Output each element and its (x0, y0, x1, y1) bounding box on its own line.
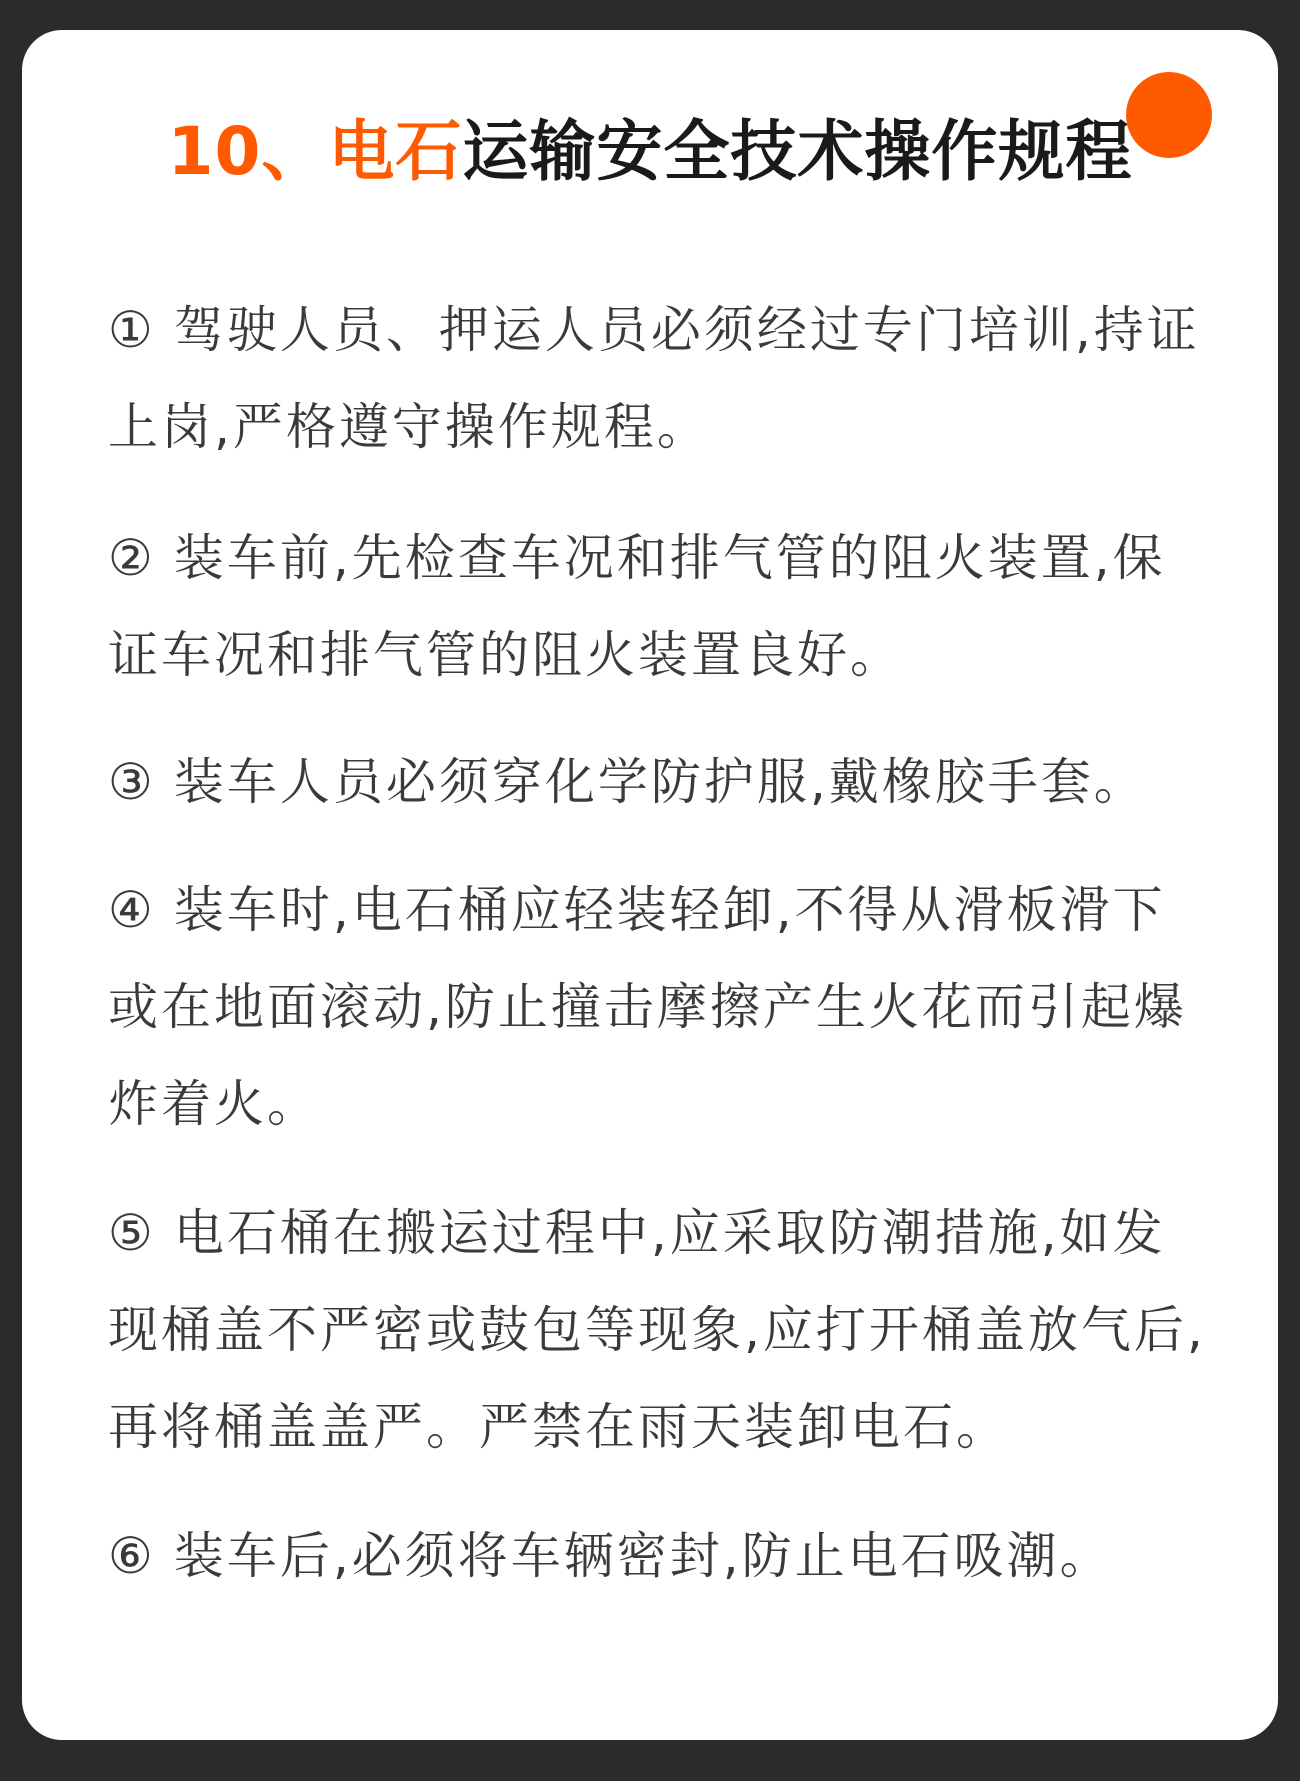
item-number: ① (108, 301, 156, 359)
item-number: ② (108, 529, 156, 587)
list-item (108, 1185, 1208, 1476)
item-text: 电石桶在搬运过程中,应采取防潮措施,如发现桶盖不严密或鼓包等现象,应打开桶盖放气后,再将桶盖盖严。严禁在雨天装卸电石。 (108, 1204, 1206, 1456)
item-number: ⑤ (108, 1204, 156, 1262)
list-item (108, 734, 1208, 831)
list-item (108, 862, 1208, 1153)
title-text: 运输安全技术操作规程 (462, 113, 1133, 190)
item-text: 装车时,电石桶应轻装轻卸,不得从滑板滑下或在地面滚动,防止撞击摩擦产生火花而引起爆炸着火。 (108, 881, 1187, 1133)
title-highlight: 10、电石 (167, 113, 463, 190)
item-text: 装车后,必须将车辆密封,防止电石吸潮。 (173, 1527, 1113, 1585)
item-number: ③ (108, 753, 156, 811)
item-text: 装车前,先检查车况和排气管的阻火装置,保证车况和排气管的阻火装置良好。 (108, 529, 1166, 684)
item-number: ④ (108, 881, 156, 939)
item-text: 装车人员必须穿化学防护服,戴橡胶手套。 (173, 753, 1147, 811)
list-item (108, 1508, 1208, 1605)
list-item (108, 510, 1208, 704)
list-item (108, 282, 1208, 476)
page-title (0, 112, 1300, 192)
item-number: ⑥ (108, 1527, 156, 1585)
item-text: 驾驶人员、押运人员必须经过专门培训,持证上岗,严格遵守操作规程。 (108, 301, 1200, 456)
